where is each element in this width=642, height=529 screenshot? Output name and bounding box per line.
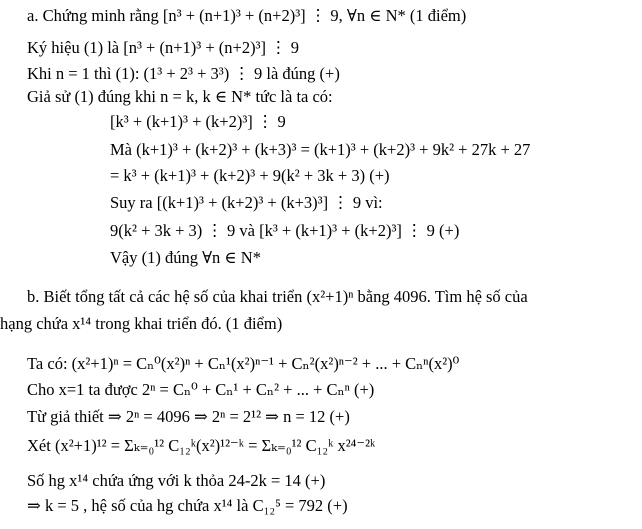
part-b-statement-1: b. Biết tổng tất cả các hệ số của khai triển (x²+1)ⁿ bằng 4096. Tìm hệ số của (27, 287, 528, 306)
part-b-statement-2: hạng chứa x¹⁴ trong khai triển đó. (1 điểm) (0, 314, 283, 333)
notation-line: Ký hiệu (1) là [n³ + (n+1)³ + (n+2)³] ⋮ 9 (27, 38, 300, 57)
final-conclusion: Vậy (1) đúng ∀n ∈ N* (110, 248, 261, 267)
part-b-line-5: Số hg x¹⁴ chứa ứng với k thỏa 24-2k = 14 (+) (27, 471, 326, 490)
expansion-line-2: = k³ + (k+1)³ + (k+2)³ + 9(k² + 3k + 3) (+) (110, 166, 390, 185)
hypothesis-line: [k³ + (k+1)³ + (k+2)³] ⋮ 9 (110, 112, 286, 131)
part-b-line-2: Cho x=1 ta được 2ⁿ = Cₙ⁰ + Cₙ¹ + Cₙ² + ... + Cₙⁿ (+) (27, 380, 375, 399)
conclusion-line-2: 9(k² + 3k + 3) ⋮ 9 và [k³ + (k+1)³ + (k+2)³] ⋮ 9 (+) (110, 221, 460, 240)
conclusion-line-1: Suy ra [(k+1)³ + (k+2)³ + (k+3)³] ⋮ 9 vì: (110, 193, 383, 212)
part-b-line-4: Xét (x²+1)¹² = Σₖ₌₀¹² C₁₂ᵏ(x²)¹²⁻ᵏ = Σₖ₌₀¹² C₁₂ᵏ x²⁴⁻²ᵏ (27, 436, 376, 455)
part-b-line-3: Từ giả thiết ⇒ 2ⁿ = 4096 ⇒ 2ⁿ = 2¹² ⇒ n = 12 (+) (27, 407, 350, 426)
base-case-line: Khi n = 1 thì (1): (1³ + 2³ + 3³) ⋮ 9 là đúng (+) (27, 64, 340, 83)
part-b-line-1: Ta có: (x²+1)ⁿ = Cₙ⁰(x²)ⁿ + Cₙ¹(x²)ⁿ⁻¹ + Cₙ²(x²)ⁿ⁻² + ... + Cₙⁿ(x²)⁰ (27, 354, 460, 373)
part-b-line-6: ⇒ k = 5 , hệ số của hg chứa x¹⁴ là C₁₂⁵ = 792 (+) (27, 496, 348, 515)
part-a-statement: a. Chứng minh rằng [n³ + (n+1)³ + (n+2)³] ⋮ 9, ∀n ∈ N* (1 điểm) (27, 6, 467, 25)
assumption-line: Giả sử (1) đúng khi n = k, k ∈ N* tức là ta có: (27, 87, 333, 106)
expansion-line-1: Mà (k+1)³ + (k+2)³ + (k+3)³ = (k+1)³ + (k+2)³ + 9k² + 27k + 27 (110, 140, 531, 159)
